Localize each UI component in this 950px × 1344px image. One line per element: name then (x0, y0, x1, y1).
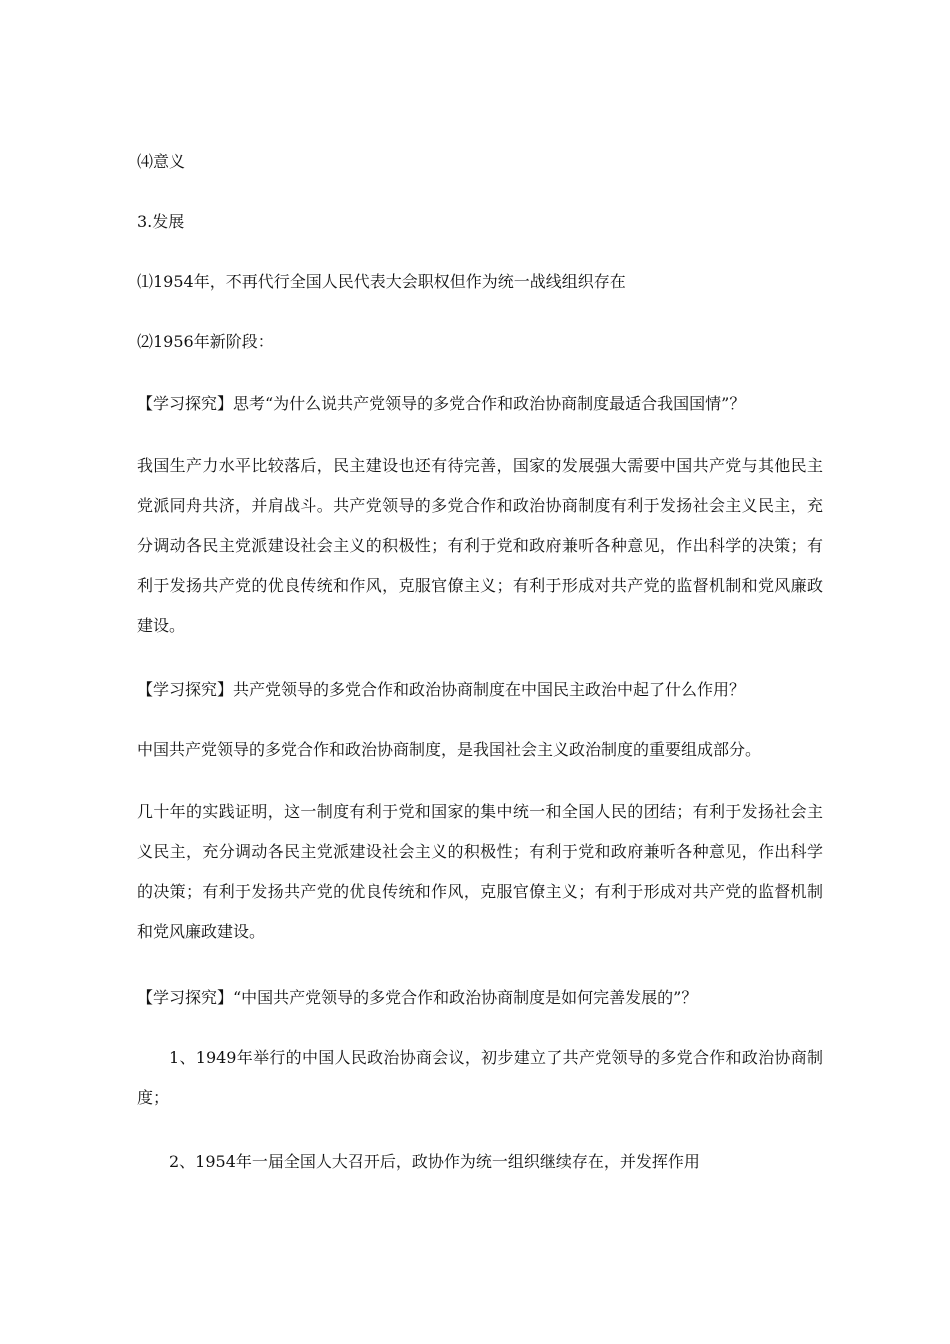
inquiry-2-question: 【学习探究】共产党领导的多党合作和政治协商制度在中国民主政治中起了什么作用？ (137, 680, 746, 699)
inquiry-1-question: 【学习探究】思考“为什么说共产党领导的多党合作和政治协商制度最适合我国国情”？ (137, 394, 746, 413)
inquiry-3-question: 【学习探究】“中国共产党领导的多党合作和政治协商制度是如何完善发展的”？ (137, 988, 698, 1007)
development-item-2: ⑵1956年新阶段： (137, 332, 274, 351)
development-item-1: ⑴1954年，不再代行全国人民代表大会职权但作为统一战线组织存在 (137, 272, 626, 291)
inquiry-1-answer: 我国生产力水平比较落后，民主建设也还有待完善，国家的发展强大需要中国共产党与其他民主党派同舟共济，并肩战斗。共产党领导的多党合作和政治协商制度有利于发扬社会主义民主，充分调动各民主党派建设社会主义的积极性；有利于党和政府兼听各种意见，作出科学的决策；有利于发扬共产党的优良传统和作风，克服官僚主义；有利于形成对共产党的监督机制和党风廉政建设。 (137, 456, 823, 635)
inquiry-3-item-2: 2、1954年一届全国人大召开后，政协作为统一组织继续存在，并发挥作用 (169, 1152, 700, 1171)
inquiry-2-answer-body: 几十年的实践证明，这一制度有利于党和国家的集中统一和全国人民的团结；有利于发扬社会主义民主，充分调动各民主党派建设社会主义的积极性；有利于党和政府兼听各种意见，作出科学的决策；有利于发扬共产党的优良传统和作风，克服官僚主义；有利于形成对共产党的监督机制和党风廉政建设。 (137, 802, 823, 941)
section-3-heading: 3.发展 (137, 212, 185, 231)
item-4-meaning: ⑷意义 (137, 152, 186, 171)
inquiry-3-item-1: 1、1949年举行的中国人民政治协商会议，初步建立了共产党领导的多党合作和政治协商制度； (137, 1048, 823, 1107)
inquiry-2-answer-intro: 中国共产党领导的多党合作和政治协商制度，是我国社会主义政治制度的重要组成部分。 (137, 740, 762, 759)
